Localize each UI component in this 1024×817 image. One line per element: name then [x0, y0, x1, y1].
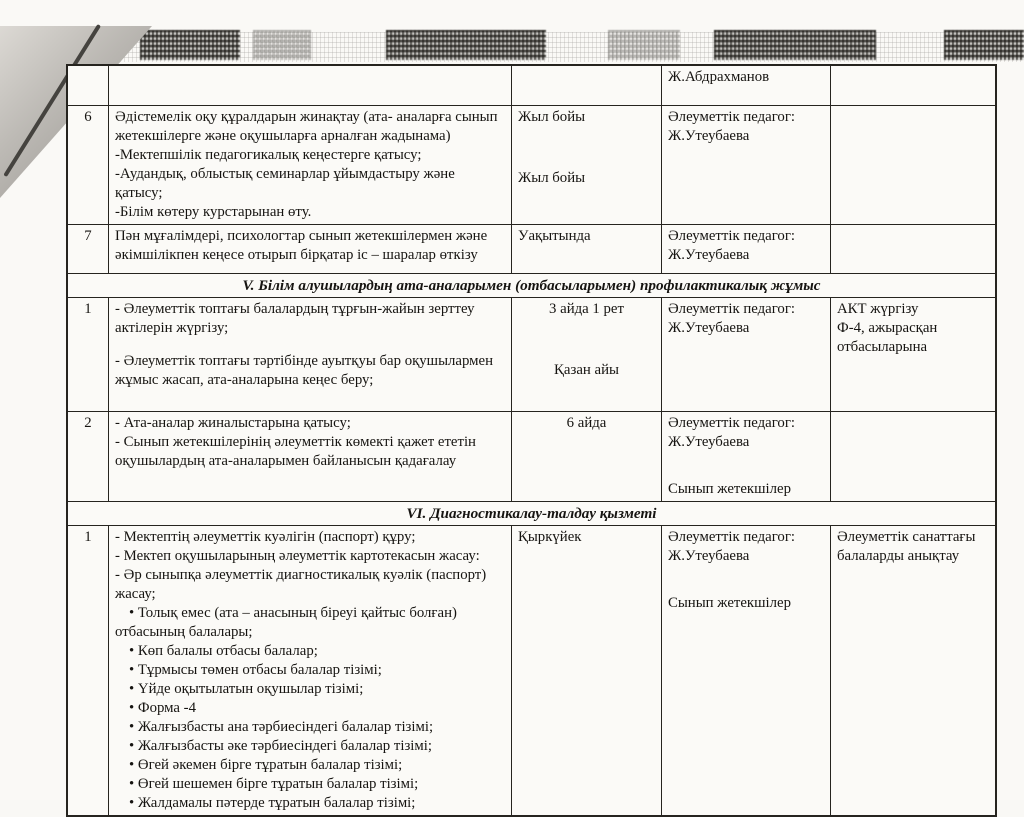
task-cell — [109, 225, 512, 273]
cell-line: • Жалғызбасты әке тәрбиесіндегі балалар тізімі; — [129, 738, 432, 754]
cell-line: Әлеуметтік педагог: — [668, 529, 796, 545]
responsible-cell — [662, 526, 831, 815]
cell-line — [518, 347, 655, 361]
cell-line — [518, 127, 655, 141]
notes-cell — [831, 106, 995, 224]
cell-line: - Мектептің әлеуметтік куәлігін (паспорт) құру; — [115, 529, 416, 545]
scanner-noise-blob — [140, 30, 240, 60]
responsible-cell — [662, 106, 831, 224]
cell-line: Ж.Утеубаева — [668, 128, 750, 144]
cell-line: 3 айда 1 рет — [549, 301, 624, 317]
timing-cell — [512, 106, 662, 224]
cell-line: - Мектеп оқушыларының әлеуметтік картотекасын жасау: — [115, 548, 480, 564]
responsible-cell — [662, 225, 831, 273]
cell-line: Қазан айы — [554, 362, 619, 378]
cell-line: 6 — [84, 109, 92, 125]
cell-line: Әлеуметтік санаттағы балаларды анықтау — [837, 529, 976, 564]
row-number-cell — [68, 66, 109, 105]
cell-line: Әдістемелік оқу құралдарын жинақтау (ата- аналарға сынып жетекшілерге және оқушыларға арналған жадынама) — [115, 109, 498, 144]
cell-line: АКТ жүргізу — [837, 301, 919, 317]
cell-line: - Ата-аналар жиналыстарына қатысу; — [115, 415, 351, 431]
cell-line: Ж.Утеубаева — [668, 247, 750, 263]
task-cell — [109, 298, 512, 411]
cell-line: Жыл бойы — [518, 109, 586, 125]
table-row — [68, 412, 995, 502]
cell-line: Пән мұғалімдері, психологтар сынып жетекшілермен және әкімшілікпен кеңесе отырып бірқатар іс – шаралар өткізу — [115, 228, 488, 263]
scanner-noise-blob — [386, 30, 546, 60]
cell-line — [518, 155, 655, 169]
cell-line: -Мектепшілік педагогикалық кеңестерге қатысу; — [115, 147, 422, 163]
cell-line: • Өгей әкемен бірге тұратын балалар тізімі; — [129, 757, 403, 773]
row-number-cell — [68, 106, 109, 224]
cell-line: Уақытында — [518, 228, 591, 244]
cell-line: - Әлеуметтік топтағы тәртібінде ауытқуы бар оқушылармен жұмыс жасап, ата-аналарына кеңес беру; — [115, 353, 493, 388]
cell-line: 7 — [84, 228, 92, 244]
cell-line: -Білім көтеру курстарынан өту. — [115, 204, 312, 220]
task-cell — [109, 66, 512, 105]
cell-line: Ж.Утеубаева — [668, 320, 750, 336]
cell-line: Әлеуметтік педагог: — [668, 301, 796, 317]
cell-line: Қыркүйек — [518, 529, 582, 545]
cell-line: - Сынып жетекшілерінің әлеуметтік көмекті қажет ететін оқушылардың ата-аналарымен байланысын қадағалау — [115, 434, 476, 469]
timing-cell — [512, 225, 662, 273]
row-number-cell — [68, 298, 109, 411]
cell-line: Жыл бойы — [518, 170, 586, 186]
cell-line: • Форма -4 — [129, 700, 196, 716]
cell-line — [668, 466, 824, 480]
cell-line — [668, 580, 824, 594]
cell-line: Сынып жетекшілер — [668, 481, 791, 497]
table-row — [68, 298, 995, 412]
timing-cell — [512, 412, 662, 501]
table-row — [68, 66, 995, 106]
notes-cell — [831, 225, 995, 273]
section-header: VI. Диагностикалау-талдау қызметі — [68, 502, 995, 526]
table-row — [68, 106, 995, 225]
cell-line: • Толық емес (ата – анасының біреуі қайтыс болған) отбасының балалары; — [115, 605, 457, 640]
cell-line: - Әлеуметтік топтағы балалардың тұрғын-жайын зерттеу актілерін жүргізу; — [115, 301, 475, 336]
timing-cell — [512, 66, 662, 105]
cell-line: Әлеуметтік педагог: — [668, 109, 796, 125]
cell-line: • Тұрмысы төмен отбасы балалар тізімі; — [129, 662, 382, 678]
cell-line: 1 — [84, 301, 92, 317]
cell-line: Ж.Абдрахманов — [668, 69, 770, 85]
table-row — [68, 526, 995, 815]
cell-line: отбасыларына — [837, 339, 928, 355]
cell-line: - Әр сыныпқа әлеуметтік диагностикалық куәлік (паспорт) жасау; — [115, 567, 487, 602]
cell-line — [115, 338, 505, 352]
cell-line — [518, 333, 655, 347]
cell-line: -Аудандық, облыстық семинарлар ұйымдастыру және қатысу; — [115, 166, 455, 201]
scanner-noise-blob — [253, 30, 311, 60]
cell-line — [518, 141, 655, 155]
cell-line: • Жалдамалы пәтерде тұратын балалар тізімі; — [129, 795, 416, 811]
responsible-cell — [662, 412, 831, 501]
cell-line: Әлеуметтік педагог: — [668, 415, 796, 431]
cell-line: • Үйде оқытылатын оқушылар тізімі; — [129, 681, 364, 697]
cell-line — [518, 319, 655, 333]
table-row — [68, 225, 995, 274]
timing-cell — [512, 298, 662, 411]
notes-cell — [831, 412, 995, 501]
cell-line — [668, 452, 824, 466]
notes-cell — [831, 526, 995, 815]
cell-line: 1 — [84, 529, 92, 545]
scanner-noise-blob — [608, 30, 680, 60]
cell-line: • Көп балалы отбасы балалар; — [129, 643, 318, 659]
notes-cell — [831, 298, 995, 411]
cell-line: Сынып жетекшілер — [668, 595, 791, 611]
row-number-cell — [68, 412, 109, 501]
task-cell — [109, 526, 512, 815]
scanner-noise-texture — [88, 32, 1024, 62]
cell-line: • Жалғызбасты ана тәрбиесіндегі балалар тізімі; — [129, 719, 434, 735]
responsible-cell — [662, 298, 831, 411]
notes-cell — [831, 66, 995, 105]
cell-line: • Өгей шешемен бірге тұратын балалар тізімі; — [129, 776, 419, 792]
scanner-noise-blob — [714, 30, 876, 60]
cell-line: Ж.Утеубаева — [668, 548, 750, 564]
cell-line: 2 — [84, 415, 92, 431]
task-cell — [109, 412, 512, 501]
cell-line: 6 айда — [566, 415, 607, 431]
timing-cell — [512, 526, 662, 815]
section-header: V. Білім алушылардың ата-аналарымен (отбасыларымен) профилактикалық жұмыс — [68, 274, 995, 298]
cell-line — [70, 68, 106, 82]
cell-line — [668, 566, 824, 580]
scanner-noise-band — [88, 28, 1024, 66]
plan-table — [66, 64, 997, 817]
row-number-cell — [68, 225, 109, 273]
cell-line: Ж.Утеубаева — [668, 434, 750, 450]
task-cell — [109, 106, 512, 224]
responsible-cell — [662, 66, 831, 105]
row-number-cell — [68, 526, 109, 815]
cell-line: Ф-4, ажырасқан — [837, 320, 938, 336]
scanner-noise-blob — [944, 30, 1024, 60]
cell-line: Әлеуметтік педагог: — [668, 228, 796, 244]
